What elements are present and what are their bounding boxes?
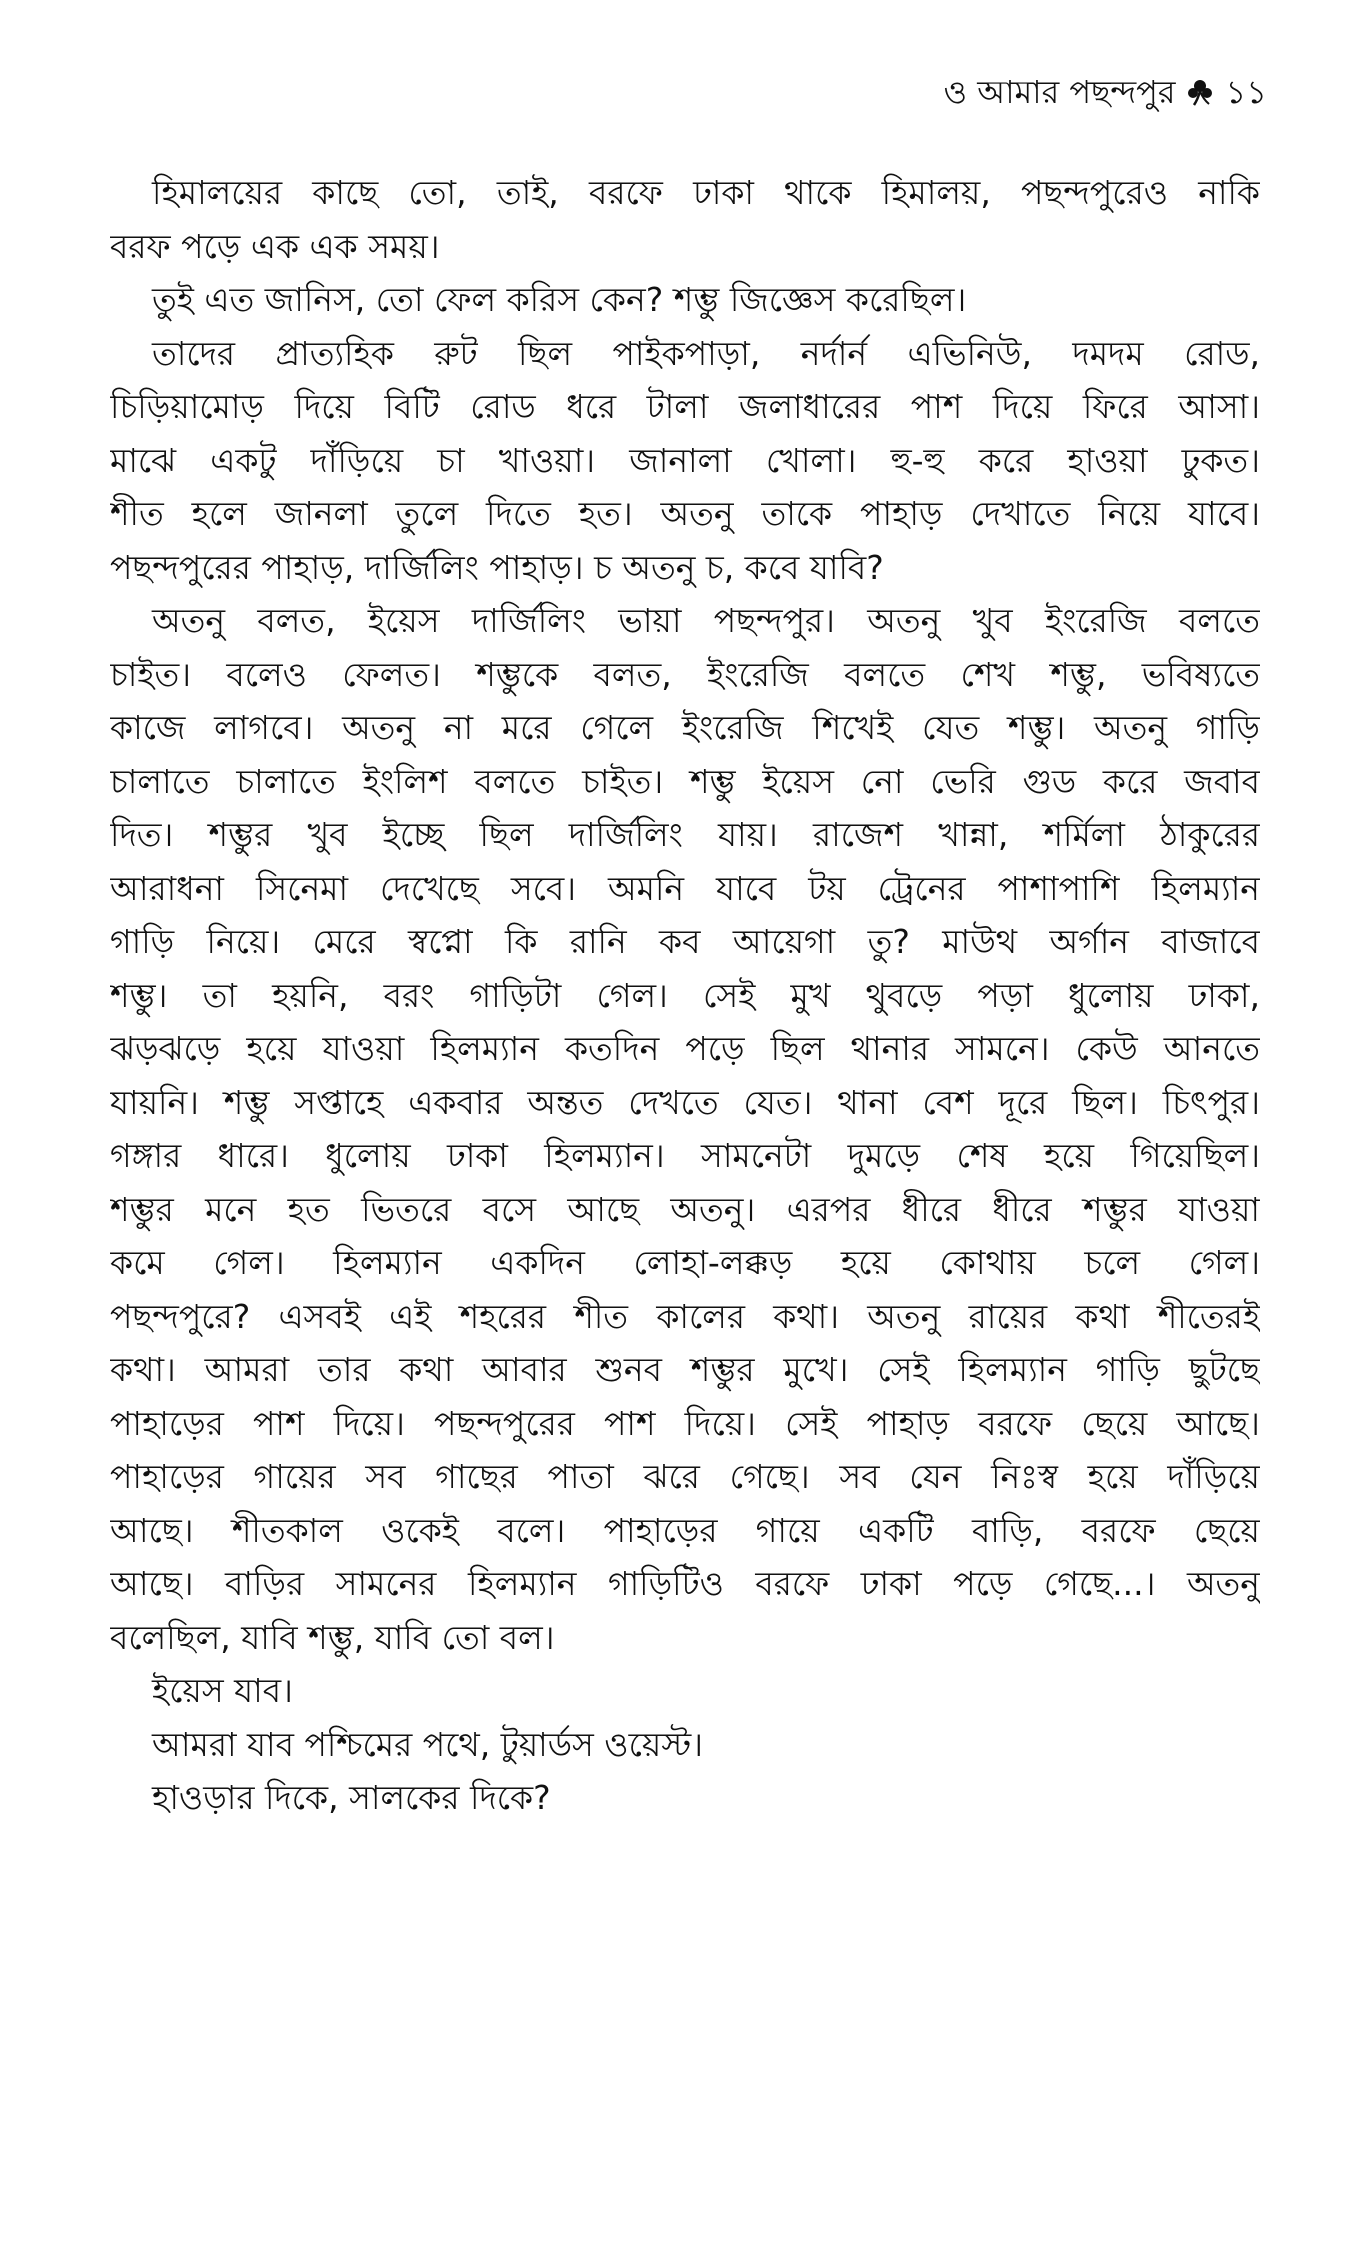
text-line: আছে। বাড়ির সামনের হিলম্যান গাড়িটিও বরফে ঢাকা পড়ে গেছে...। অতনু bbox=[110, 1564, 1260, 1603]
text-line: হিমালয়ের কাছে তো, তাই, বরফে ঢাকা থাকে হিমালয়, পছন্দপুরেও নাকি bbox=[152, 173, 1260, 212]
running-head-title: ও আমার পছন্দপুর bbox=[943, 73, 1176, 111]
body-text bbox=[110, 166, 1260, 1825]
text-line: শম্ভু। তা হয়নি, বরং গাড়িটা গেল। সেই মুখ থুবড়ে পড়া ধুলোয় ঢাকা, bbox=[110, 975, 1260, 1015]
text-line: ঝড়ঝড়ে হয়ে যাওয়া হিলম্যান কতদিন পড়ে ছিল থানার সামনে। কেউ আনতে bbox=[110, 1029, 1260, 1068]
page-number: ১১ bbox=[1225, 73, 1267, 111]
text-line: দিত। শম্ভুর খুব ইচ্ছে ছিল দার্জিলিং যায়। রাজেশ খান্না, শর্মিলা ঠাকুরের bbox=[110, 815, 1260, 854]
running-head bbox=[943, 72, 1267, 112]
text-line: পছন্দপুরের পাহাড়, দার্জিলিং পাহাড়। চ অতনু চ, কবে যাবি? bbox=[110, 547, 884, 587]
flower-ornament-icon bbox=[1185, 77, 1215, 107]
text-line: শম্ভুর মনে হত ভিতরে বসে আছে অতনু। এরপর ধীরে ধীরে শম্ভুর যাওয়া bbox=[110, 1189, 1260, 1229]
text-line: কমে গেল। হিলম্যান একদিন লোহা-লক্কড় হয়ে কোথায় চলে গেল। bbox=[110, 1243, 1260, 1282]
text-line: পছন্দপুরে? এসবই এই শহরের শীত কালের কথা। অতনু রায়ের কথা শীতেরই bbox=[110, 1296, 1260, 1336]
text-line: পাহাড়ের পাশ দিয়ে। পছন্দপুরের পাশ দিয়ে। সেই পাহাড় বরফে ছেয়ে আছে। bbox=[110, 1403, 1260, 1443]
text-line: চাইত। বলেও ফেলত। শম্ভুকে বলত, ইংরেজি বলতে শেখ শম্ভু, ভবিষ্যতে bbox=[110, 654, 1260, 694]
text-line: তুই এত জানিস, তো ফেল করিস কেন? শম্ভু জিজ্ঞেস করেছিল। bbox=[152, 280, 967, 319]
text-line: গাড়ি নিয়ে। মেরে স্বপ্নো কি রানি কব আয়েগা তু? মাউথ অর্গান বাজাবে bbox=[110, 922, 1260, 961]
text-line: হাওড়ার দিকে, সালকের দিকে? bbox=[152, 1778, 551, 1817]
text-line: কথা। আমরা তার কথা আবার শুনব শম্ভুর মুখে। সেই হিলম্যান গাড়ি ছুটছে bbox=[110, 1350, 1260, 1389]
text-line: মাঝে একটু দাঁড়িয়ে চা খাওয়া। জানালা খোলা। হু-হু করে হাওয়া ঢুকত। bbox=[110, 440, 1260, 480]
text-line: আমরা যাব পশ্চিমের পথে, টুয়ার্ডস ওয়েস্ট। bbox=[152, 1724, 704, 1764]
text-line: আছে। শীতকাল ওকেই বলে। পাহাড়ের গায়ে একটি বাড়ি, বরফে ছেয়ে bbox=[110, 1510, 1260, 1550]
text-line: আরাধনা সিনেমা দেখেছে সবে। অমনি যাবে টয় ট্রেনের পাশাপাশি হিলম্যান bbox=[110, 868, 1260, 908]
text-line: কাজে লাগবে। অতনু না মরে গেলে ইংরেজি শিখেই যেত শম্ভু। অতনু গাড়ি bbox=[110, 708, 1260, 747]
text-line: চালাতে চালাতে ইংলিশ বলতে চাইত। শম্ভু ইয়েস নো ভেরি গুড করে জবাব bbox=[110, 761, 1260, 801]
text-line: তাদের প্রাত্যহিক রুট ছিল পাইকপাড়া, নর্দার্ন এভিনিউ, দমদম রোড, bbox=[152, 333, 1260, 373]
text-line: ইয়েস যাব। bbox=[152, 1671, 293, 1710]
text-line: বলেছিল, যাবি শম্ভু, যাবি তো বল। bbox=[110, 1617, 555, 1657]
text-line: গঙ্গার ধারে। ধুলোয় ঢাকা হিলম্যান। সামনেটা দুমড়ে শেষ হয়ে গিয়েছিল। bbox=[110, 1136, 1260, 1175]
text-line: বরফ পড়ে এক এক সময়। bbox=[110, 226, 440, 266]
text-line: যায়নি। শম্ভু সপ্তাহে একবার অন্তত দেখতে যেত। থানা বেশ দূরে ছিল। চিৎপুর। bbox=[110, 1082, 1260, 1122]
text-line: চিড়িয়ামোড় দিয়ে বিটি রোড ধরে টালা জলাধারের পাশ দিয়ে ফিরে আসা। bbox=[110, 387, 1260, 426]
text-line: শীত হলে জানলা তুলে দিতে হত। অতনু তাকে পাহাড় দেখাতে নিয়ে যাবে। bbox=[110, 494, 1260, 533]
text-line: পাহাড়ের গায়ের সব গাছের পাতা ঝরে গেছে। সব যেন নিঃস্ব হয়ে দাঁড়িয়ে bbox=[110, 1457, 1260, 1496]
text-line: অতনু বলত, ইয়েস দার্জিলিং ভায়া পছন্দপুর। অতনু খুব ইংরেজি বলতে bbox=[152, 601, 1260, 640]
